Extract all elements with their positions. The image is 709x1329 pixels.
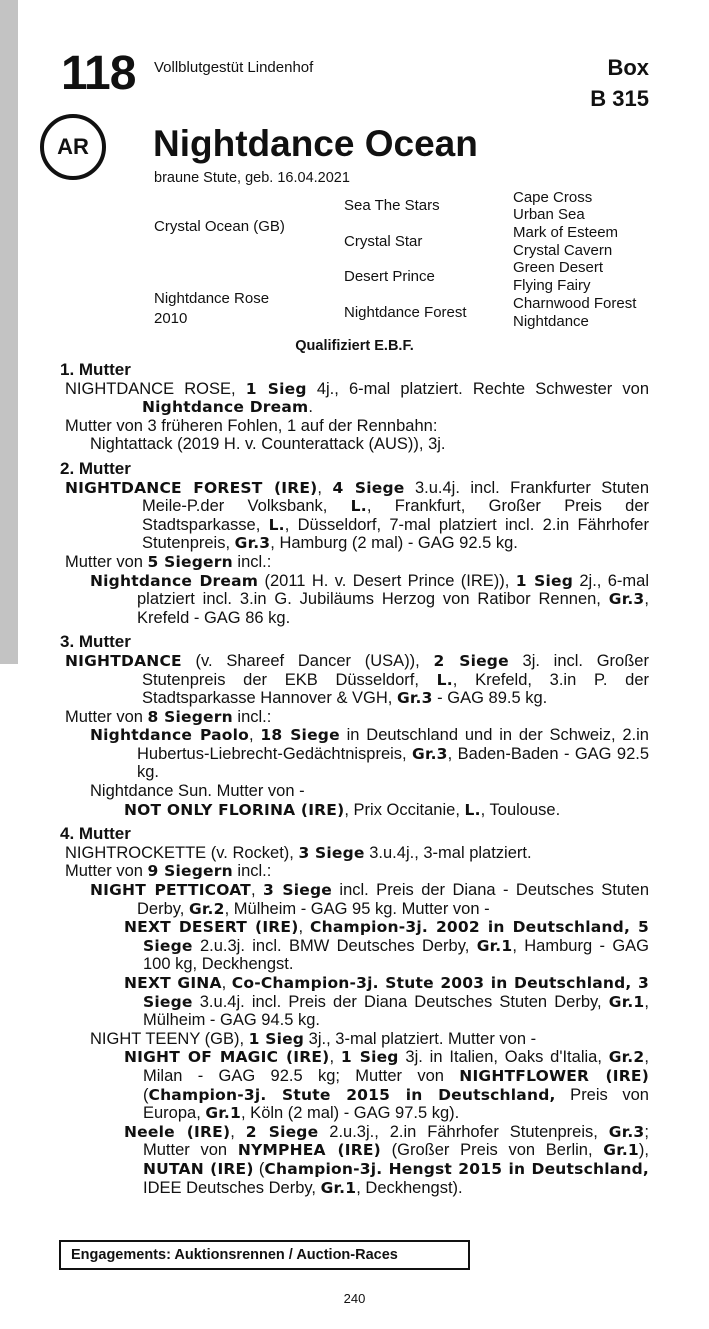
pedigree-dam-year: 2010 bbox=[154, 310, 188, 327]
horse-name: Nightdance Ocean bbox=[153, 123, 478, 164]
box-info bbox=[590, 52, 649, 114]
entry-nightattack: Nightattack (2019 H. v. Counterattack (AUS)), 3j. bbox=[90, 435, 446, 454]
page-edge-bar bbox=[0, 0, 18, 664]
pedigree-g3-4: Crystal Cavern bbox=[513, 242, 613, 259]
page-number: 240 bbox=[343, 1291, 366, 1306]
ar-badge: AR bbox=[40, 114, 106, 180]
pedigree-sire-sire: Sea The Stars bbox=[344, 197, 440, 214]
entry-nightdance-forest: NIGHTDANCE FOREST (IRE), 4 Siege 3.u.4j. incl. Frankfurter Stuten Meile-P.der Volksbank, L., Frankfurt, Großer Preis der Stadtsparkasse, L., Düsseldorf, 7-mal platziert incl. 2.in Fährhofer Stutenpreis, Gr.3, Hamburg (2 mal) - GAG 92.5 kg. bbox=[65, 478, 649, 553]
pedigree-dam-dam: Nightdance Forest bbox=[344, 304, 467, 321]
pedigree-g3-3: Mark of Esteem bbox=[513, 224, 619, 241]
entry-nightdance-sun: Nightdance Sun. Mutter von - bbox=[90, 782, 305, 801]
engagements-box: Engagements: Auktionsrennen / Auction-Races bbox=[59, 1240, 470, 1270]
entry-night-of-magic: NIGHT OF MAGIC (IRE), 1 Sieg 3j. in Italien, Oaks d'Italia, Gr.2, Milan - GAG 92.5 kg; Mutter von NIGHTFLOWER (IRE) (Champion-3j. Stute 2015 in Deutschland, Preis von Europa, Gr.1, Köln (2 mal) - GAG 97.5 kg). bbox=[124, 1048, 649, 1123]
pedigree-dam: Nightdance Rose bbox=[154, 290, 270, 307]
entry-nightrockette: NIGHTROCKETTE (v. Rocket), 3 Siege 3.u.4j., 3-mal platziert. bbox=[65, 843, 532, 862]
entry-nightdance-dream: Nightdance Dream (2011 H. v. Desert Prince (IRE)), 1 Sieg 2j., 6-mal platziert incl. 3.in G. Jubiläums Herzog von Ratibor Rennen, Gr.3, Krefeld - GAG 86 kg. bbox=[90, 571, 650, 627]
section-title-2: 2. Mutter bbox=[60, 458, 131, 478]
produce-summary: Mutter von 9 Siegern incl.: bbox=[65, 862, 272, 881]
pedigree-g3-6: Flying Fairy bbox=[513, 277, 591, 294]
entry-nightdance-rose: NIGHTDANCE ROSE, 1 Sieg 4j., 6-mal platziert. Rechte Schwester von Nightdance Dream. bbox=[65, 379, 649, 417]
pedigree-g3-2: Urban Sea bbox=[513, 206, 585, 223]
horse-description: braune Stute, geb. 16.04.2021 bbox=[154, 170, 350, 186]
entry-night-teeny: NIGHT TEENY (GB), 1 Sieg 3j., 3-mal platziert. Mutter von - bbox=[90, 1029, 537, 1048]
entry-not-only-florina: NOT ONLY FLORINA (IRE), Prix Occitanie, L., Toulouse. bbox=[124, 800, 561, 819]
pedigree-g3-5: Green Desert bbox=[513, 259, 604, 276]
entry-next-desert: NEXT DESERT (IRE), Champion-3j. 2002 in Deutschland, 5 Siege 2.u.3j. incl. BMW Deutsches Derby, Gr.1, Hamburg - GAG 100 kg, Deckhengst. bbox=[124, 918, 650, 974]
produce-summary: Mutter von 8 Siegern incl.: bbox=[65, 707, 272, 726]
pedigree-sire-dam: Crystal Star bbox=[344, 233, 423, 250]
section-title-1: 1. Mutter bbox=[60, 360, 131, 379]
breeder-name: Vollblutgestüt Lindenhof bbox=[154, 59, 314, 76]
pedigree-dam-sire: Desert Prince bbox=[344, 268, 435, 285]
entry-next-gina: NEXT GINA, Co-Champion-3j. Stute 2003 in Deutschland, 3 Siege 3.u.4j. incl. Preis der Diana Deutsches Stuten Derby, Gr.1, Mülheim - GAG 94.5 kg. bbox=[124, 974, 649, 1030]
box-label: Box bbox=[607, 55, 649, 80]
produce-summary: Mutter von 3 früheren Fohlen, 1 auf der Rennbahn: bbox=[65, 416, 438, 435]
entry-nightdance: NIGHTDANCE (v. Shareef Dancer (USA)), 2 Siege 3j. incl. Großer Stutenpreis der EKB Düsseldorf, L., Krefeld, 3.in P. der Stadtsparkasse Hannover & VGH, Gr.3 - GAG 89.5 kg. bbox=[65, 651, 649, 708]
pedigree-g3-7: Charnwood Forest bbox=[513, 295, 637, 312]
entry-night-petticoat: NIGHT PETTICOAT, 3 Siege incl. Preis der Diana - Deutsches Stuten Derby, Gr.2, Mülheim - GAG 95 kg. Mutter von - bbox=[90, 881, 649, 918]
dam-line-content bbox=[60, 361, 649, 1197]
section-title-3: 3. Mutter bbox=[60, 632, 131, 652]
box-number: B 315 bbox=[590, 86, 649, 111]
entry-neele: Neele (IRE), 2 Siege 2.u.3j., 2.in Fährhofer Stutenpreis, Gr.3; Mutter von NYMPHEA (IRE) (Großer Preis von Berlin, Gr.1), NUTAN (IRE) (Champion-3j. Hengst 2015 in Deutschland, IDEE Deutsches Derby, Gr.1, Deckhengst). bbox=[124, 1122, 649, 1197]
entry-nightdance-paolo: Nightdance Paolo, 18 Siege in Deutschland und in der Schweiz, 2.in Hubertus-Liebrecht-Gedächtnispreis, Gr.3, Baden-Baden - GAG 92.5 kg. bbox=[90, 726, 650, 782]
pedigree-g3-1: Cape Cross bbox=[513, 189, 593, 206]
section-title-4: 4. Mutter bbox=[60, 824, 131, 844]
pedigree-sire: Crystal Ocean (GB) bbox=[154, 218, 285, 235]
qualification-note: Qualifiziert E.B.F. bbox=[295, 338, 414, 354]
produce-summary: Mutter von 5 Siegern incl.: bbox=[65, 552, 272, 571]
pedigree-g3-8: Nightdance bbox=[513, 313, 589, 330]
lot-number: 118 bbox=[61, 47, 136, 100]
